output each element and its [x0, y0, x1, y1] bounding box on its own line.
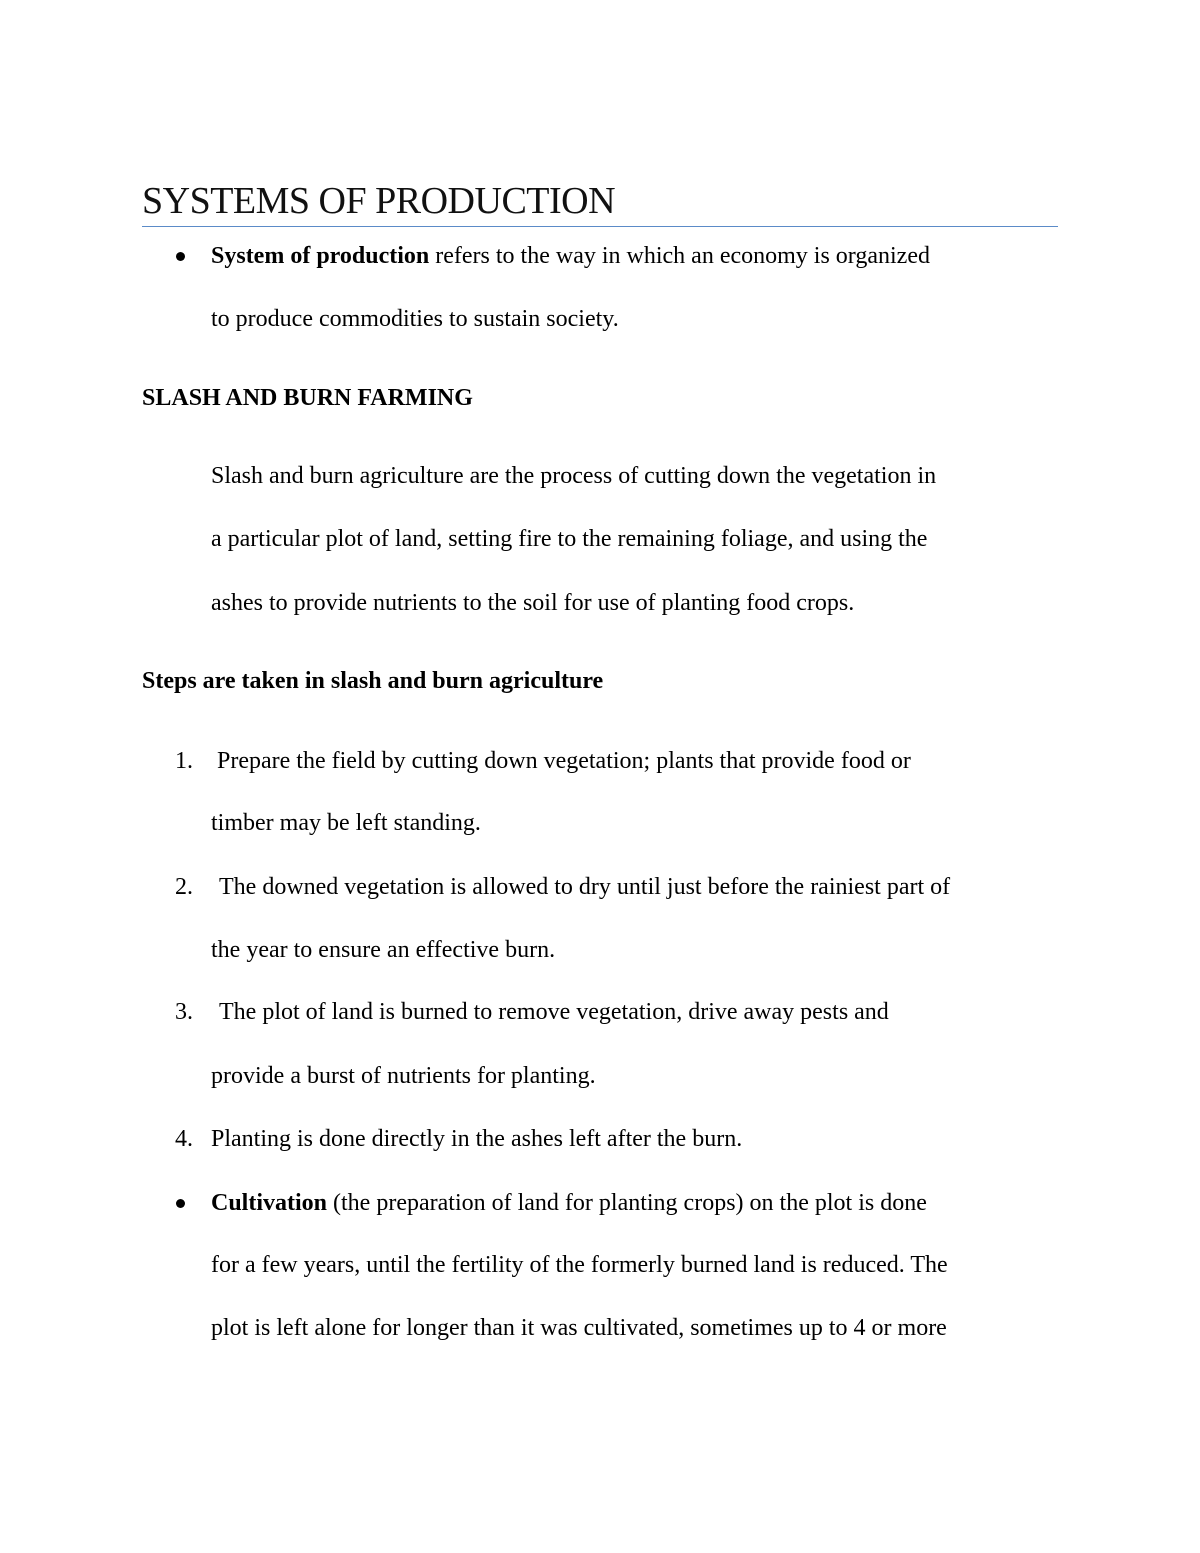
title-underline	[142, 226, 1058, 227]
intro-line-1-text: refers to the way in which an economy is organized	[429, 243, 930, 269]
bullet-icon	[176, 252, 185, 261]
paragraph-line: ashes to provide nutrients to the soil for use of planting food crops.	[211, 590, 855, 616]
step-number: 4.	[175, 1126, 193, 1152]
section-heading-slash-and-burn: SLASH AND BURN FARMING	[142, 385, 473, 411]
paragraph-line: Slash and burn agriculture are the process of cutting down the vegetation in	[211, 463, 937, 489]
intro-bullet-line-1	[211, 240, 930, 272]
step-line: the year to ensure an effective burn.	[211, 937, 556, 963]
paragraph-line: a particular plot of land, setting fire to the remaining foliage, and using the	[211, 526, 928, 552]
page-title: SYSTEMS OF PRODUCTION	[142, 180, 616, 222]
step-number: 1.	[175, 748, 193, 774]
step-line: timber may be left standing.	[211, 810, 481, 836]
cultivation-line-1-text: (the preparation of land for planting crops) on the plot is done	[327, 1190, 927, 1216]
section-heading-steps: Steps are taken in slash and burn agriculture	[142, 668, 604, 694]
cultivation-bullet-line-1	[211, 1187, 927, 1219]
step-line: The plot of land is burned to remove vegetation, drive away pests and	[219, 999, 889, 1025]
step-number: 3.	[175, 999, 193, 1025]
step-line: Prepare the field by cutting down vegetation; plants that provide food or	[217, 748, 911, 774]
intro-term: System of production	[211, 243, 430, 269]
cultivation-bullet-line-3: plot is left alone for longer than it was cultivated, sometimes up to 4 or more	[211, 1315, 947, 1341]
step-line: provide a burst of nutrients for planting.	[211, 1063, 596, 1089]
bullet-icon	[176, 1199, 185, 1208]
step-number: 2.	[175, 874, 193, 900]
intro-bullet-line-2: to produce commodities to sustain society.	[211, 306, 619, 332]
step-line: The downed vegetation is allowed to dry until just before the rainiest part of	[219, 874, 951, 900]
cultivation-term: Cultivation	[211, 1190, 328, 1216]
cultivation-bullet-line-2: for a few years, until the fertility of the formerly burned land is reduced. The	[211, 1252, 948, 1278]
step-line: Planting is done directly in the ashes left after the burn.	[211, 1126, 743, 1152]
